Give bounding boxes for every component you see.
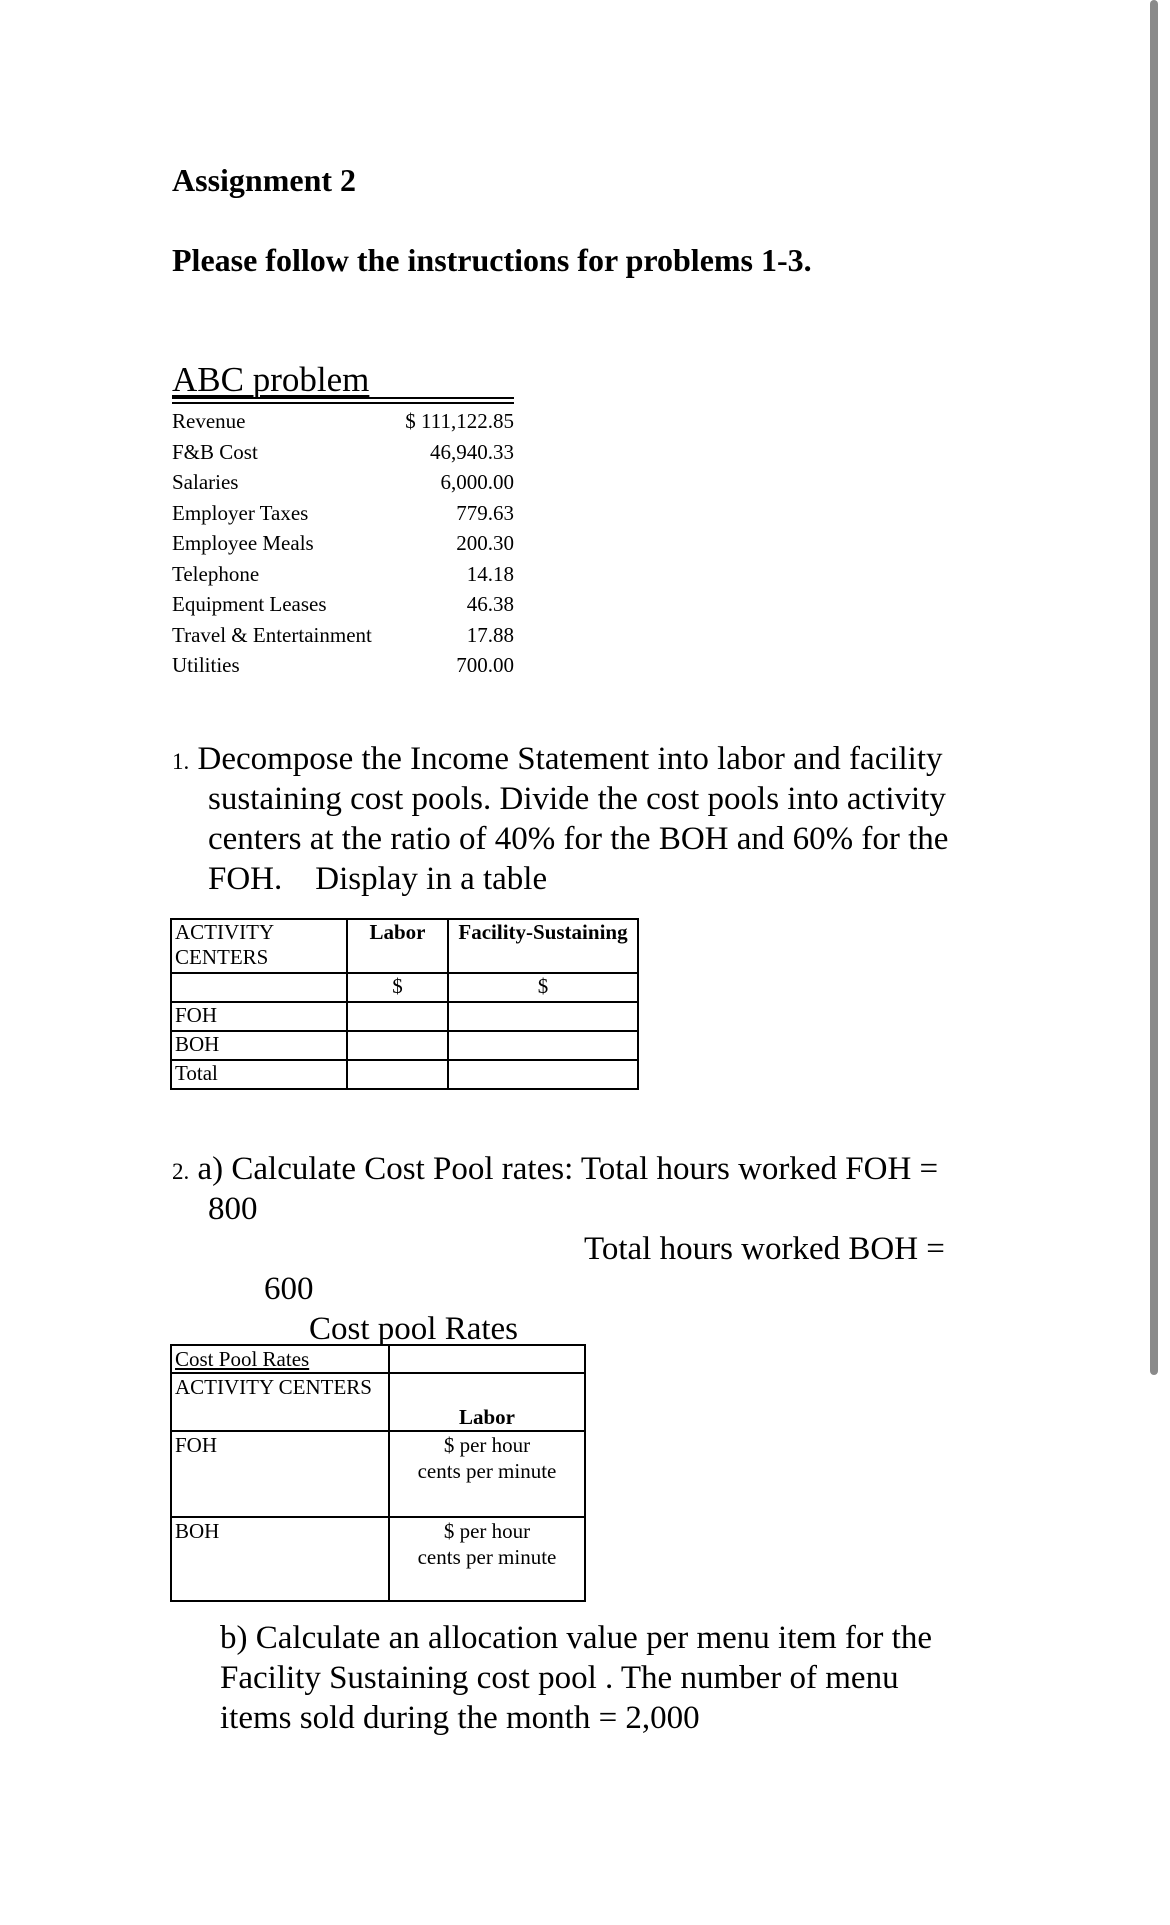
labor-header: Labor (389, 1373, 585, 1431)
problem2-line4: 600 (264, 1271, 314, 1307)
facility-cell (448, 1031, 638, 1060)
cost-label: Utilities (172, 653, 240, 677)
table-row (172, 589, 514, 620)
blank-cell (171, 973, 347, 1002)
problem1-line2: sustaining cost pools. Divide the cost pools into activity (208, 781, 946, 817)
activity-centers-table (170, 918, 639, 1090)
problem1-line4: FOH. Display in a table (208, 861, 548, 897)
problem2-number: 2. (172, 1159, 190, 1184)
table-row (171, 1345, 585, 1373)
table-row (171, 1002, 638, 1031)
problem2-line3: Total hours worked BOH = (584, 1231, 945, 1267)
table-row (171, 973, 638, 1002)
activity-centers-header (171, 919, 347, 973)
abc-double-rule-bottom (172, 402, 514, 404)
abc-title-text: ABC problem (172, 360, 370, 399)
row-label: FOH (171, 1431, 389, 1517)
labor-currency: $ (347, 973, 448, 1002)
cost-value: 14.18 (466, 561, 514, 586)
row-label: BOH (171, 1031, 347, 1060)
problem2-line2: 800 (208, 1191, 258, 1227)
table-header-row (171, 1373, 585, 1431)
header-line1: ACTIVITY (175, 920, 275, 944)
per-minute: cents per minute (417, 1545, 557, 1569)
table-row (172, 650, 514, 681)
abc-double-rule-top (172, 397, 514, 399)
problem2-text1: a) Calculate Cost Pool rates: Total hours worked FOH = (197, 1151, 939, 1187)
table-row (172, 406, 514, 437)
problem1-line3: centers at the ratio of 40% for the BOH and 60% for the (208, 821, 949, 857)
cost-label: Revenue (172, 409, 246, 433)
cost-pool-caption: Cost pool Rates (309, 1311, 519, 1347)
problem2b-line2: Facility Sustaining cost pool . The number of menu (220, 1660, 899, 1696)
per-hour: $ per hour (443, 1519, 531, 1543)
problem2b-line1: b) Calculate an allocation value per menu item for the (220, 1620, 932, 1656)
table-row (171, 1060, 638, 1089)
table-row (172, 559, 514, 590)
facility-sustaining-header: Facility-Sustaining (448, 919, 638, 973)
table-row (172, 467, 514, 498)
facility-currency: $ (448, 973, 638, 1002)
table-row (172, 620, 514, 651)
rate-cell (389, 1517, 585, 1601)
cost-label: Employer Taxes (172, 500, 309, 525)
cost-label: Salaries (172, 470, 239, 494)
cost-label: F&B Cost (172, 439, 258, 464)
cost-value: $ 111,122.85 (405, 409, 514, 433)
table-row (172, 437, 514, 468)
cost-value: 17.88 (466, 622, 514, 647)
cost-value: 200.30 (456, 531, 514, 555)
cost-value: 46,940.33 (430, 439, 514, 464)
cost-label: Employee Meals (172, 531, 314, 555)
abc-title (172, 362, 369, 397)
instructions-heading: Please follow the instructions for problems 1-3. (172, 242, 812, 278)
row-label: Total (171, 1060, 347, 1089)
problem2b-line3: items sold during the month = 2,000 (220, 1700, 700, 1736)
labor-cell (347, 1060, 448, 1089)
per-hour: $ per hour (443, 1433, 531, 1457)
cost-value: 779.63 (456, 500, 514, 525)
table-row (171, 1517, 585, 1601)
cost-label: Telephone (172, 561, 260, 586)
cost-pool-rates-table (170, 1344, 586, 1602)
labor-cell (347, 1002, 448, 1031)
problem1-number: 1. (172, 749, 190, 774)
per-minute: cents per minute (417, 1459, 557, 1483)
activity-centers-label: ACTIVITY CENTERS (171, 1373, 389, 1431)
header-line2: CENTERS (175, 945, 269, 969)
cost-pool-title-text: Cost Pool Rates (175, 1347, 310, 1371)
scrollbar[interactable] (1150, 0, 1158, 1375)
facility-cell (448, 1060, 638, 1089)
problem2-line1 (172, 1149, 938, 1192)
row-label: BOH (171, 1517, 389, 1601)
table-row (172, 498, 514, 529)
cost-value: 700.00 (456, 653, 514, 677)
row-label: FOH (171, 1002, 347, 1031)
problem1-text1: Decompose the Income Statement into labor and facility (197, 741, 943, 777)
rate-cell (389, 1431, 585, 1517)
table-row (171, 1431, 585, 1517)
labor-header: Labor (347, 919, 448, 973)
cost-value: 46.38 (466, 592, 514, 616)
cost-value: 6,000.00 (440, 470, 514, 494)
cost-label: Travel & Entertainment (172, 622, 372, 647)
facility-cell (448, 1002, 638, 1031)
table-row (172, 528, 514, 559)
abc-cost-table (172, 406, 514, 681)
cost-label: Equipment Leases (172, 592, 327, 616)
assignment-heading: Assignment 2 (172, 162, 357, 198)
cost-pool-title (171, 1345, 389, 1373)
problem1-line1 (172, 739, 943, 782)
table-row (171, 1031, 638, 1060)
blank-cell (389, 1345, 585, 1373)
labor-cell (347, 1031, 448, 1060)
table-header-row (171, 919, 638, 973)
